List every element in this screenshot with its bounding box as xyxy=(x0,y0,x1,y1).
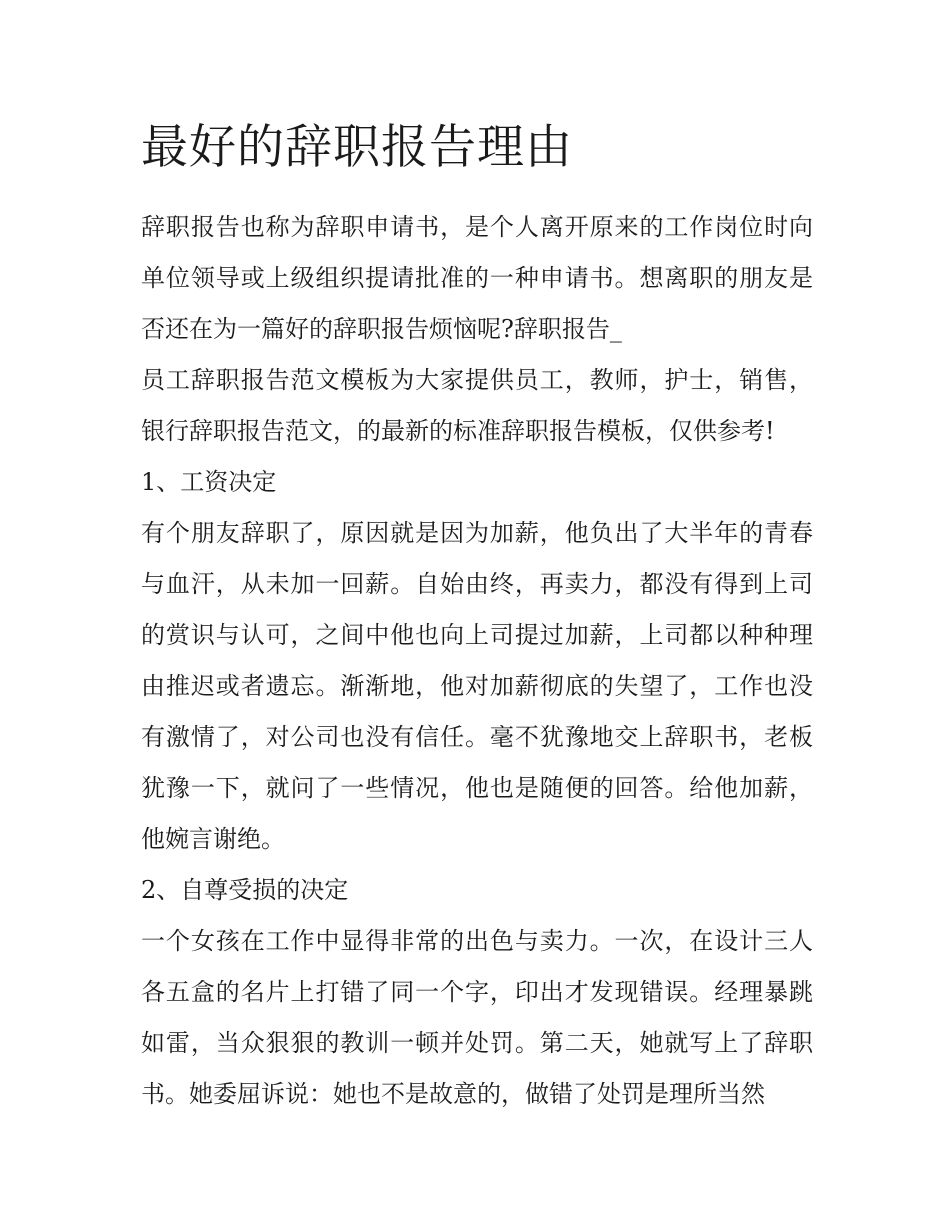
text-line: 各五盒的名片上打错了同一个字，印出才发现错误。经理暴跳 xyxy=(141,978,813,1006)
text-line: 否还在为一篇好的辞职报告烦恼呢?辞职报告_ xyxy=(141,315,622,343)
text-line: 与血汗，从未加一回薪。自始由终，再卖力，都没有得到上司 xyxy=(141,570,813,598)
text-line: 2、自尊受损的决定 xyxy=(141,876,349,904)
text-line: 如雷，当众狠狠的教训一顿并处罚。第二天，她就写上了辞职 xyxy=(141,1029,813,1057)
text-line: 书。她委屈诉说：她也不是故意的，做错了处罚是理所当然 xyxy=(141,1080,765,1108)
document-title: 最好的辞职报告理由 xyxy=(141,120,573,175)
text-line: 他婉言谢绝。 xyxy=(141,825,285,853)
text-line: 的赏识与认可，之间中他也向上司提过加薪，上司都以种种理 xyxy=(141,621,813,649)
text-line: 犹豫一下，就问了一些情况，他也是随便的回答。给他加薪， xyxy=(141,774,813,802)
document-text xyxy=(141,202,813,1120)
text-line: 辞职报告也称为辞职申请书，是个人离开原来的工作岗位时向 xyxy=(141,213,813,241)
text-line: 银行辞职报告范文，的最新的标准辞职报告模板，仅供参考! xyxy=(141,417,775,445)
text-line: 单位领导或上级组织提请批准的一种申请书。想离职的朋友是 xyxy=(141,264,813,292)
text-line: 1、工资决定 xyxy=(141,468,277,496)
text-line: 由推迟或者遗忘。渐渐地，他对加薪彻底的失望了，工作也没 xyxy=(141,672,813,700)
text-line: 有个朋友辞职了，原因就是因为加薪，他负出了大半年的青春 xyxy=(141,519,813,547)
text-line: 一个女孩在工作中显得非常的出色与卖力。一次，在设计三人 xyxy=(141,927,813,955)
text-line: 员工辞职报告范文模板为大家提供员工，教师，护士，销售， xyxy=(141,366,813,394)
document-body xyxy=(141,112,813,1120)
text-line: 有激情了，对公司也没有信任。毫不犹豫地交上辞职书，老板 xyxy=(141,723,813,751)
